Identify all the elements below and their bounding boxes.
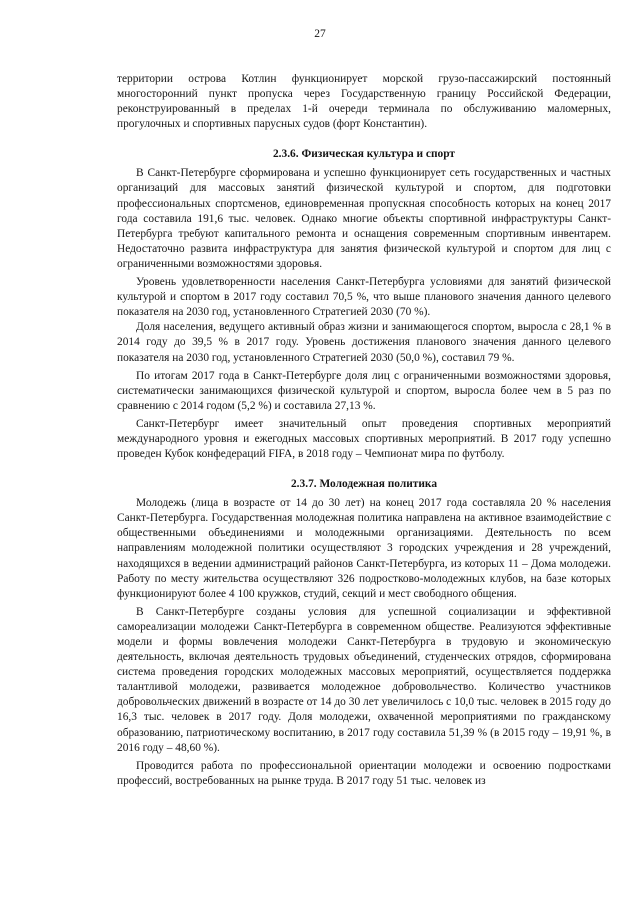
paragraph: Уровень удовлетворенности населения Санкт-Петербурга условиями для занятий физической культурой и спортом в 2017 году составил 70,5 %, что выше планового значения данного целевого показателя на 2030 год, установленного Стратегией 2030 (70 %).	[117, 276, 611, 319]
paragraph: В Санкт-Петербурге сформирована и успешно функционирует сеть государственных и частных организаций для массовых занятий физической культурой и спортом, для подготовки профессиональных спортсменов, единовременная пропускная способность которых на конец 2017 года составила 191,6 тыс. человек. Однако многие объекты спортивной инфраструктуры Санкт-Петербурга требуют капитального ремонта и оснащения современным спортивным инвентарем. Недостаточно развита инфраструктура для занятия физической культурой и спортом для лиц с ограниченными возможностями здоровья.	[117, 167, 611, 270]
page-number: 27	[314, 28, 326, 40]
section-heading-physical-culture: 2.3.6. Физическая культура и спорт	[272, 148, 456, 161]
paragraph: Доля населения, ведущего активный образ жизни и занимающегося спортом, выросла с 28,1 % в 2014 году до 39,5 % в 2017 году. Уровень достижения планового значения данного целевого показателя на 2030 год, установленного Стратегией 2030 (50,0 %), составил 79 %.	[117, 321, 611, 364]
paragraph: Молодежь (лица в возрасте от 14 до 30 лет) на конец 2017 года составляла 20 % населения Санкт-Петербурга. Государственная молодежная политика направлена на активное взаимодействие с общественными объединениями и молодежными организациями. Деятельность по всем направлениям молодежной политики осуществляют 3 городских учреждения и 28 учреждений, находящихся в ведении администраций районов Санкт-Петербурга, из которых 11 – Дома молодежи. Работу по месту жительства осуществляют 326 подростково-молодежных клубов, на базе которых функционируют более 4 100 кружков, студий, секций и мест свободного общения.	[117, 497, 611, 600]
paragraph: Санкт-Петербург имеет значительный опыт проведения спортивных мероприятий международного уровня и ежегодных массовых спортивных мероприятий. В 2017 году успешно проведен Кубок конфедераций FIFA, в 2018 году – Чемпионат мира по футболу.	[117, 417, 611, 461]
paragraph: В Санкт-Петербурге созданы условия для успешной социализации и эффективной самореализации молодежи Санкт-Петербурга в современном обществе. Реализуются эффективные модели и формы вовлечения молодежи Санкт-Петербурга в трудовую и экономическую деятельность, включая деятельность трудовых объединений, студенческих отрядов, сформирована система проведения городских молодежных массовых мероприятий, осуществляется поддержка талантливой молодежи, развивается молодежное добровольчество. Количество участников добровольческих движений в возрасте от 14 до 30 лет увеличилось с 10,0 тыс. человек в 2015 году до 16,3 тыс. человек в 2017 году. Доля молодежи, охваченной мероприятиями по гражданскому образованию, патриотическому воспитанию, в 2017 году составила 51,39 % (в 2015 году – 19,91 %, в 2016 году – 48,60 %).	[117, 605, 611, 754]
paragraph: Проводится работа по профессиональной ориентации молодежи и освоению подростками профессий, востребованных на рынке труда. В 2017 году 51 тыс. человек из	[117, 759, 611, 787]
section-heading-youth-policy: 2.3.7. Молодежная политика	[290, 478, 438, 491]
intro-paragraph: территории острова Котлин функционирует морской грузо-пассажирский постоянный многосторонний пункт пропуска через Государственную границу Российской Федерации, реконструированный в пределах 1-й очереди терминала по обслуживанию маломерных, прогулочных и спортивных парусных судов (форт Константин).	[117, 73, 611, 131]
paragraph: По итогам 2017 года в Санкт-Петербурге доля лиц с ограниченными возможностями здоровья, систематически занимающихся физической культурой и спортом, выросла более чем в 5 раз по сравнению с 2014 годом (5,2 %) и составила 27,13 %.	[117, 369, 611, 412]
page-body	[117, 72, 611, 789]
